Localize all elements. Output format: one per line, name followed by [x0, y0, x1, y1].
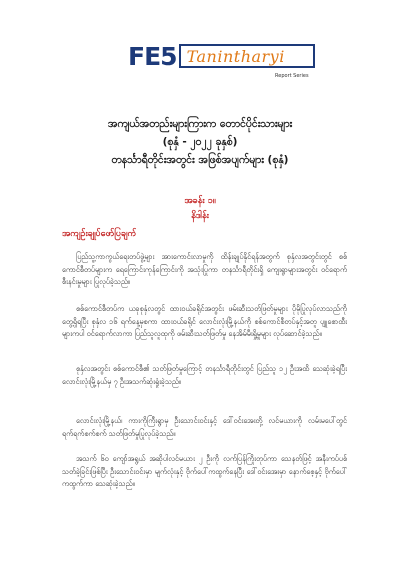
- chapter-title: နိဒါန်း: [191, 211, 209, 221]
- report-title-line-2: (စုနှံ - ၂၀၂၂ ခုနှစ်): [162, 136, 238, 148]
- chapter-number: အခန်း ၁။: [184, 196, 216, 206]
- report-title-line-3: တနင်္သာရီတိုင်းအတွင်း အဖြစ်အပျက်များ (စုနှံ): [111, 154, 289, 166]
- summary-paragraph: စစ်ကောင်စီတပ်က ယခုစုနှံလတွင် ထားဝယ်ခရိုင်အတွင်း ဖမ်းဆီးသတ်ဖြတ်မှုများ ပိုမိုပြုလုပ်လာသည်ကို တွေ့ရှိရပြီး စုနှံလ ၁၆ ရက်နေ့မှစကာ ထားဝယ်ခရိုင် လောင်းလုံးမြို့နယ်ကို စစ်ကောင်စီတပ်နှင့်အတူ ပျူစောထီးများကပါ ဝင်ရောက်လာကာ ပြည်သူလူထုကို ဖမ်းဆီးသတ်ဖြတ်မှု နေအိမ်မီးရှို့မှုများ လုပ်ဆောင်ခဲ့သည်။: [62, 304, 347, 339]
- summary-heading: အကျဉ်းချုပ်ဖော်ပြချက်: [62, 229, 137, 239]
- logo-name: Tanintharyi: [186, 47, 285, 66]
- summary-paragraph: အသက် ၆၀ ကျော်အရွယ် အဆိုပါလင်မယား ၂ ဦးကို လက်ပြန်ကြိုးတုပ်ကာ သေနတ်ဖြင့် အနီးကပ်ပစ်သတ်ခဲ့ခြင်းဖြစ်ပြီး ဦးသောင်းဝင်းမှာ မျက်လုံးနှင့် ဗိုက်ပေါ်ကထွက်နေပြီး ဒေါ်ဝင်းအေးမှာ နောက်စေ့နှင့် ဗိုက်ပေါ်ကထွက်ကာ သေဆုံးခဲ့သည်။: [62, 454, 347, 489]
- summary-paragraph: ပြည်သူ့ကာကွယ်ရေးတပ်ဖွဲ့များ အားကောင်းလာမှုကို ထိန်းချုပ်နိုင်ရန်အတွက် စုနှံလအတွင်းတွင် စစ်ကောင်စီတပ်များက ရေကြောင်းကုန်ကြောင်းကို အသုံးပြုကာ တနင်္သာရီတိုင်းရှိ ကျေးရွာများအတွင်း ဝင်ရောက်စီးနင်းမှုများ ပြုလုပ်ခဲ့သည်။: [62, 252, 347, 287]
- report-logo: [128, 42, 315, 79]
- summary-paragraph: စုနှံလအတွင်း စစ်ကောင်စီ၏ သတ်ဖြတ်မှုကြောင့် တနင်္သာရီတိုင်းတွင် ပြည်သူ ၁၂ ဦးအထိ သေဆုံးခဲ့ရပြီး လောင်းလုံးမြို့နယ်မှ ၇ ဦးအသက်ဆုံးရှုံးခဲ့သည်။: [62, 364, 347, 386]
- summary-paragraph: လောင်းလုံးမြို့နယ်၊ ကားကိုကြီးရွာမှ ဦးသောင်းဝင်းနှင့် ဒေါ်ဝင်းအေးတို့ လင်မယားကို လမ်းမပေါ်တွင် ရက်ရက်စက်စက် သတ်ဖြတ်မှုပြုလုပ်ခဲ့သည်။: [62, 416, 347, 438]
- logo-series: Report Series: [275, 73, 309, 79]
- report-title-line-1: အကျယ်အတည်းများကြားက တောင်ပိုင်းသားများ: [107, 118, 293, 130]
- logo-box: [179, 44, 315, 79]
- logo-mark: FE5: [128, 42, 177, 71]
